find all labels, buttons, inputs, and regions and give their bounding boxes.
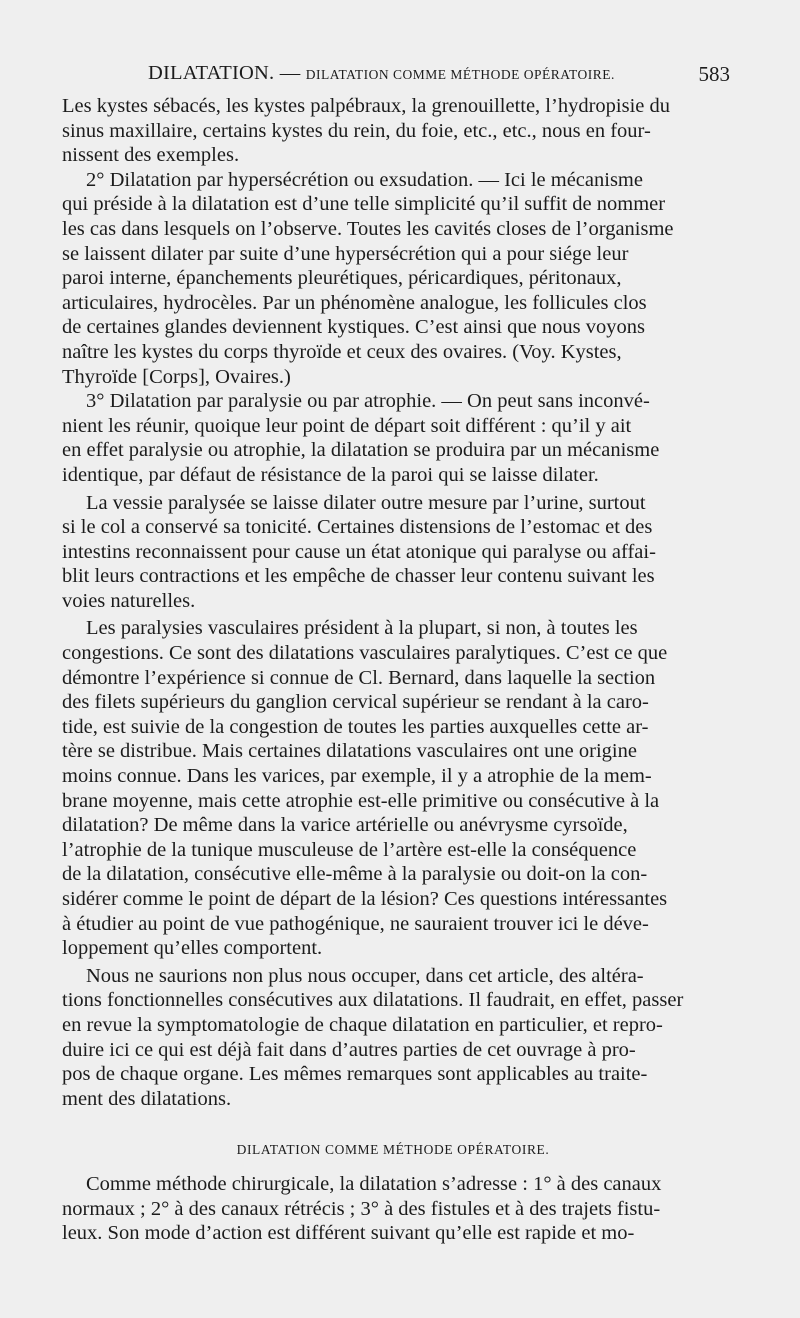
page-number: 583: [698, 62, 730, 86]
text-line: Les kystes sébacés, les kystes palpébraux, la grenouillette, l’hydropisie du: [62, 95, 671, 117]
text-line: démontre l’expérience si connue de Cl. Bernard, dans laquelle la section: [62, 666, 656, 689]
text-line: dilatation? De même dans la varice artérielle ou anévrysme cyrsoïde,: [62, 814, 628, 837]
text-line: Les paralysies vasculaires président à la plupart, si non, à toutes les: [86, 617, 638, 640]
text-line: paroi interne, épanchements pleurétiques, péricardiques, péritonaux,: [62, 267, 622, 290]
text-line: loppement qu’elles comportent.: [62, 937, 323, 960]
text-line: tère se distribue. Mais certaines dilatations vasculaires ont une origine: [62, 740, 637, 763]
text-line: intestins reconnaissent pour cause un état atonique qui paralyse ou affai-: [62, 540, 656, 563]
text-line: brane moyenne, mais cette atrophie est-elle primitive ou consécutive à la: [62, 789, 660, 812]
text-line: de la dilatation, consécutive elle-même à la paralysie ou doit-on la con-: [62, 863, 648, 886]
text-line: Thyroïde [Corps], Ovaires.): [62, 365, 291, 388]
paragraph-vessie: [62, 491, 724, 614]
text-line: des filets supérieurs du ganglion cervical supérieur se rendant à la caro-: [62, 691, 649, 714]
text-line: nissent des exemples.: [62, 144, 240, 167]
paragraph-alterations: [62, 964, 724, 1112]
text-line: pos de chaque organe. Les mêmes remarques sont applicables au traite-: [62, 1063, 648, 1086]
paragraph-paralysies: [62, 616, 724, 960]
text-line: sidérer comme le point de départ de la lésion? Ces questions intéressantes: [62, 888, 668, 910]
text-line: congestions. Ce sont des dilatations vasculaires paralytiques. C’est ce que: [62, 642, 668, 665]
text-line: qui préside à la dilatation est d’une telle simplicité qu’il suffit de nommer: [62, 193, 666, 216]
text-line: sinus maxillaire, certains kystes du rein, du foie, etc., etc., nous en four-: [62, 119, 651, 142]
section-heading: DILATATION COMME MÉTHODE OPÉRATOIRE.: [236, 1142, 550, 1157]
running-title: [148, 62, 615, 85]
text-line: 2° Dilatation par hypersécrétion ou exsudation. — Ici le mécanisme: [86, 168, 643, 191]
text-line: se laissent dilater par suite d’une hypersécrétion qui a pour siége leur: [62, 242, 629, 265]
paragraph-methode: [62, 1172, 724, 1246]
text-line: tions fonctionnelles consécutives aux dilatations. Il faudrait, en effet, passer: [62, 989, 684, 1012]
text-line: à étudier au point de vue pathogénique, ne sauraient trouver ici le déve-: [62, 912, 649, 935]
text-line: de certaines glandes deviennent kystiques. C’est ainsi que nous voyons: [62, 316, 645, 339]
text-line: tide, est suivie de la congestion de toutes les parties auxquelles cette ar-: [62, 715, 649, 738]
text-line: duire ici ce qui est déjà fait dans d’autres parties de cet ouvrage à pro-: [62, 1038, 636, 1061]
text-line: si le col a conservé sa tonicité. Certaines distensions de l’estomac et des: [62, 516, 653, 539]
text-line: 3° Dilatation par paralysie ou par atrophie. — On peut sans inconvé-: [86, 390, 650, 413]
text-line: l’atrophie de la tunique musculeuse de l’artère est-elle la conséquence: [62, 838, 637, 861]
text-line: les cas dans lesquels on l’observe. Toutes les cavités closes de l’organisme: [62, 217, 674, 240]
text-line: leux. Son mode d’action est différent suivant qu’elle est rapide et mo-: [62, 1222, 635, 1245]
text-line: voies naturelles.: [62, 589, 196, 612]
text-line: en revue la symptomatologie de chaque dilatation en particulier, et repro-: [62, 1013, 663, 1036]
text-line: nient les réunir, quoique leur point de départ soit différent : qu’il y ait: [62, 414, 632, 437]
text-line: Comme méthode chirurgicale, la dilatation s’adresse : 1° à des canaux: [86, 1173, 662, 1195]
running-title-dash: —: [274, 62, 306, 84]
text-line: ment des dilatations.: [62, 1087, 232, 1110]
running-title-sub: DILATATION COMME MÉTHODE OPÉRATOIRE.: [305, 67, 615, 82]
text-line: en effet paralysie ou atrophie, la dilatation se produira par un mécanisme: [62, 439, 660, 462]
body-text-section: [62, 1172, 724, 1246]
text-line: normaux ; 2° à des canaux rétrécis ; 3° à des fistules et à des trajets fistu-: [62, 1197, 661, 1220]
running-title-main: DILATATION.: [148, 62, 275, 84]
text-line: Nous ne saurions non plus nous occuper, dans cet article, des altéra-: [86, 964, 644, 987]
text-line: naître les kystes du corps thyroïde et ceux des ovaires. (Voy. Kystes,: [62, 340, 622, 363]
text-line: La vessie paralysée se laisse dilater outre mesure par l’urine, surtout: [86, 491, 646, 514]
text-line: articulaires, hydrocèles. Par un phénomène analogue, les follicules clos: [62, 291, 647, 314]
paragraph-kystes: [62, 94, 724, 488]
body-text: [62, 94, 724, 1111]
running-header: [60, 56, 730, 90]
text-line: moins connue. Dans les varices, par exemple, il y a atrophie de la mem-: [62, 765, 652, 788]
text-line: identique, par défaut de résistance de la paroi qui se laisse dilater.: [62, 463, 599, 486]
text-line: blit leurs contractions et les empêche de chasser leur contenu suivant les: [62, 565, 655, 588]
